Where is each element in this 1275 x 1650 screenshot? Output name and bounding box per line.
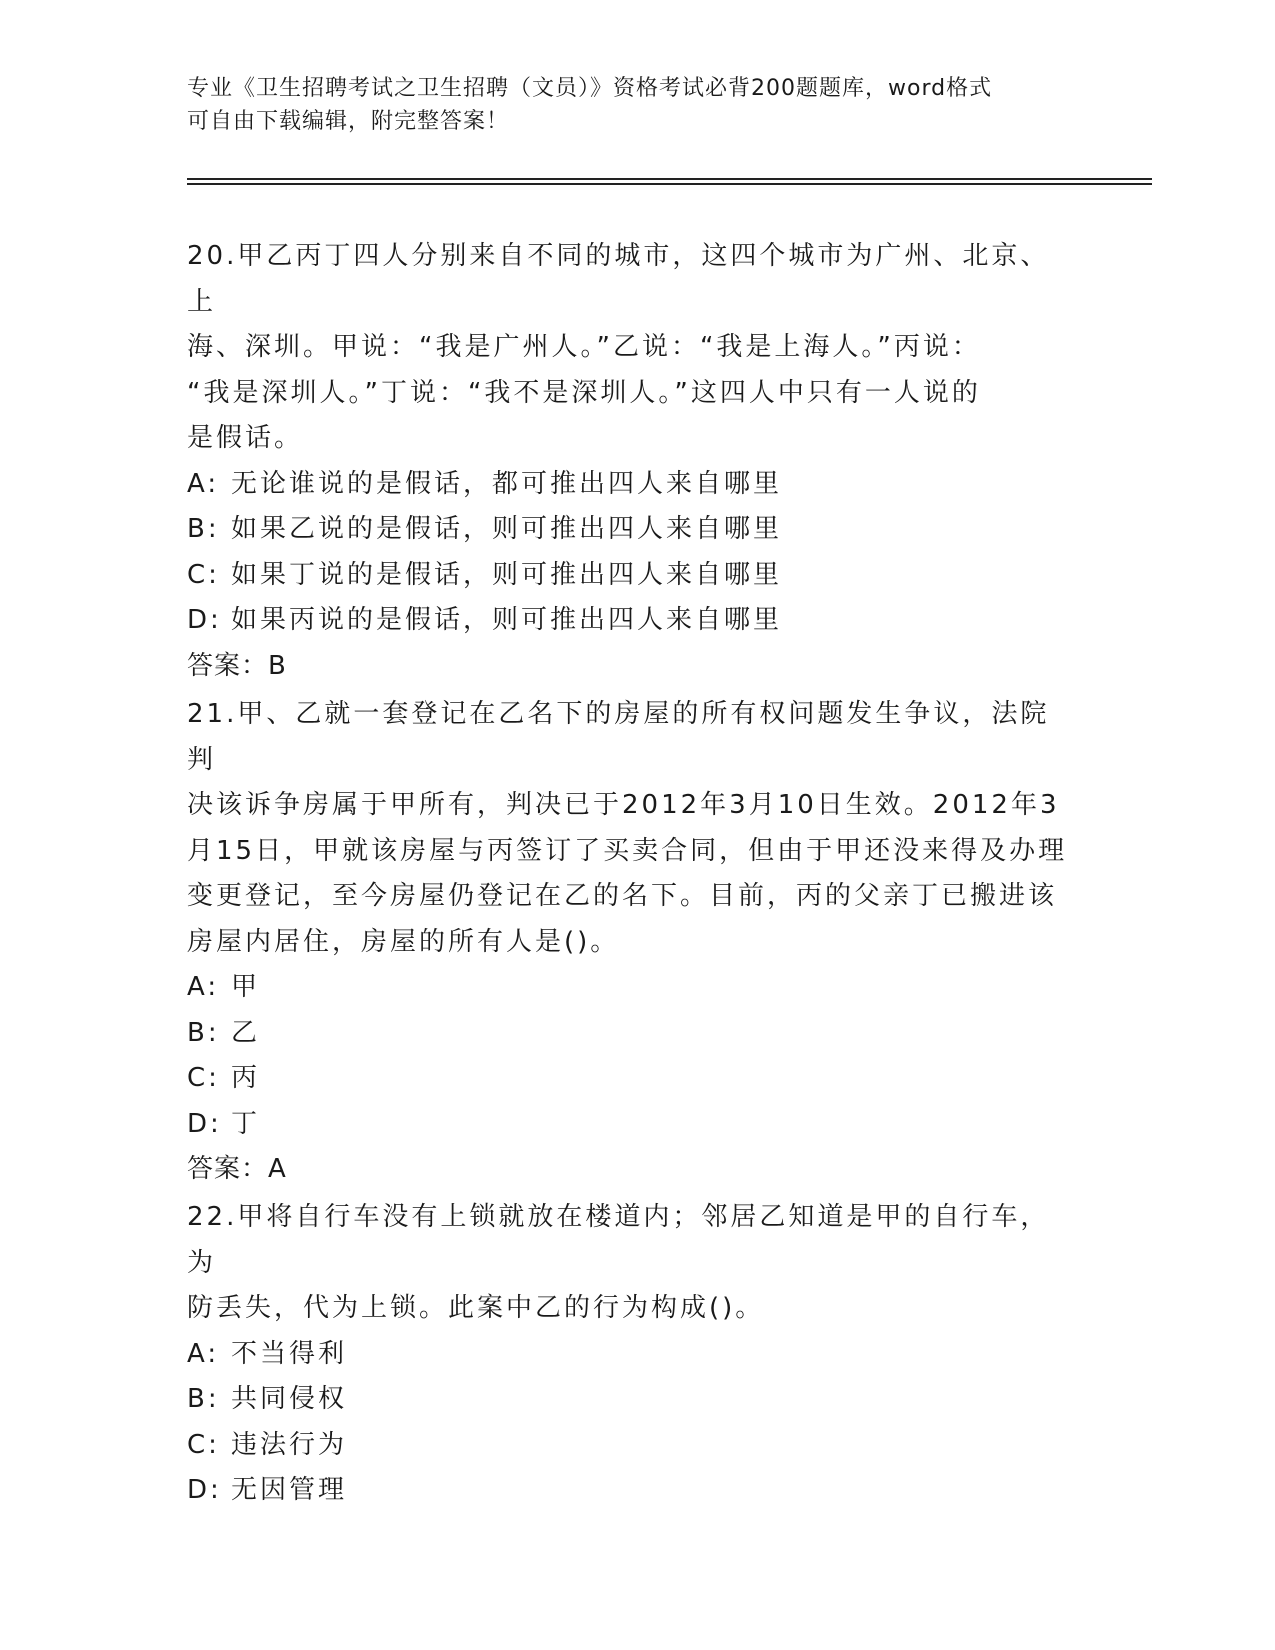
question-21 [187,692,1077,1193]
question-20 [187,234,1077,689]
header-line-1: 专业《卫生招聘考试之卫生招聘（文员）》资格考试必背200题题库，word格式 [187,76,993,101]
document-header [187,72,1087,138]
question-stem-line: 房屋内居住，房屋的所有人是()。 [187,926,620,957]
option-text: 丁 [231,1108,261,1139]
question-stem-line: 22.甲将自行车没有上锁就放在楼道内；邻居乙知道是甲的自行车，为 [187,1202,1050,1278]
option-letter: D: [187,605,222,635]
option-b [187,1377,1077,1423]
answer-line: 答案：A [187,1154,287,1184]
option-a [187,462,1077,508]
option-d [187,1468,1077,1514]
option-text: 无因管理 [231,1475,348,1505]
option-text: 违法行为 [231,1429,348,1460]
question-stem-line: 20.甲乙丙丁四人分别来自不同的城市，这四个城市为广州、北京、上 [187,241,1050,317]
option-b [187,1011,1077,1057]
option-text: 共同侵权 [231,1384,348,1414]
option-a [187,1332,1077,1378]
question-stem-line: 21.甲、乙就一套登记在乙名下的房屋的所有权问题发生争议，法院判 [187,699,1050,775]
header-divider-bottom [187,183,1152,185]
option-a [187,965,1077,1011]
answer-line: 答案：B [187,650,287,681]
option-letter: C: [187,559,220,590]
option-letter: B: [187,1017,220,1048]
option-d [187,1102,1077,1148]
option-letter: C: [187,1063,220,1093]
option-text: 如果丙说的是假话，则可推出四人来自哪里 [231,605,783,635]
option-letter: A: [187,972,220,1002]
question-22 [187,1195,1077,1514]
option-letter: C: [187,1429,220,1460]
option-c [187,553,1077,599]
question-stem-line: “我是深圳人。”丁说：“我不是深圳人。”这四人中只有一人说的 [187,377,981,408]
question-stem-line: 决该诉争房属于甲所有，判决已于2012年3月10日生效。2012年3 [187,790,1060,820]
question-stem-line: 海、深圳。甲说：“我是广州人。”乙说：“我是上海人。”丙说： [187,332,981,362]
option-text: 如果丁说的是假话，则可推出四人来自哪里 [231,559,783,590]
option-text: 甲 [231,972,261,1002]
option-letter: A: [187,468,220,499]
option-text: 丙 [231,1063,261,1093]
question-stem-line: 防丢失，代为上锁。此案中乙的行为构成()。 [187,1293,765,1323]
option-letter: B: [187,514,220,544]
option-text: 如果乙说的是假话，则可推出四人来自哪里 [231,514,783,544]
option-letter: B: [187,1384,220,1414]
option-text: 无论谁说的是假话，都可推出四人来自哪里 [231,468,783,499]
option-letter: D: [187,1475,222,1505]
option-letter: A: [187,1338,220,1369]
option-text: 不当得利 [231,1338,348,1369]
option-d [187,598,1077,644]
option-text: 乙 [231,1017,261,1048]
header-line-2: 可自由下载编辑，附完整答案！ [187,109,510,134]
header-divider-top [187,178,1152,180]
option-c [187,1423,1077,1469]
option-b [187,507,1077,553]
question-stem-line: 变更登记，至今房屋仍登记在乙的名下。目前，丙的父亲丁已搬进该 [187,881,1058,911]
option-c [187,1056,1077,1102]
option-letter: D: [187,1108,222,1139]
question-stem-line: 月15日，甲就该房屋与丙签订了买卖合同，但由于甲还没来得及办理 [187,835,1068,866]
question-stem-line: 是假话。 [187,423,304,453]
